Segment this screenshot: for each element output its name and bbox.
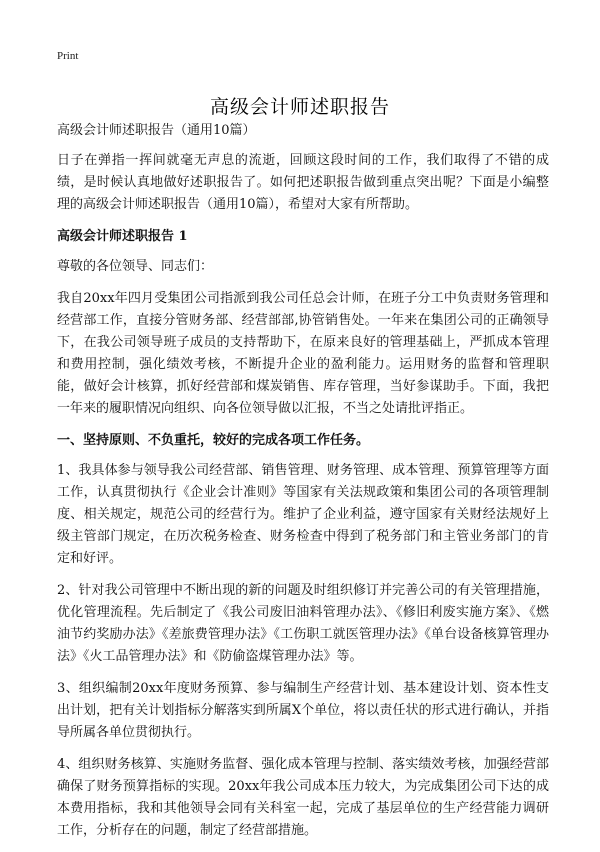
- print-label[interactable]: Print: [57, 50, 79, 62]
- body-paragraph-1: 我自20xx年四月受集团公司指派到我公司任总会计师，在班子分工中负责财务管理和经营部工作，直接分管财务部、经营部部,协管销售处。一年来在集团公司的正确领导下，在我公司领导班子成员的支持帮助下，在原来良好的管理基础上，严抓成本管理和费用控制，强化绩效考核，不断提升企业的盈利能力。运用财务的监督和管理职能，做好会计核算，抓好经营部和煤炭销售、库存管理，当好参谋助手。下面，我把一年来的履职情况向组织、向各位领导做以汇报，不当之处请批评指正。: [57, 291, 549, 416]
- list-item-1: 1、我具体参与领导我公司经营部、销售管理、财务管理、成本管理、预算管理等方面工作，认真贯彻执行《企业会计准则》等国家有关法规政策和集团公司的各项管理制度、相关规定，规范公司的经营行为。维护了企业利益，遵守国家有关财经法规好上级主管部门规定，在历次税务检查、财务检查中得到了税务部门和主管业务部门的肯定和好评。: [57, 463, 549, 566]
- intro-paragraph: 日子在弹指一挥间就毫无声息的流逝，回顾这段时间的工作，我们取得了不错的成绩，是时候认真地做好述职报告了。如何把述职报告做到重点突出呢？下面是小编整理的高级会计师述职报告（通用10篇），希望对大家有所帮助。: [57, 153, 549, 212]
- subheading-1: 一、坚持原则、不负重托，较好的完成各项工作任务。: [57, 433, 370, 448]
- document-body: [57, 120, 549, 852]
- list-item-4: 4、组织财务核算、实施财务监督、强化成本管理与控制、落实绩效考核，加强经营部确保了财务预算指标的实现。20xx年我公司成本压力较大，为完成集团公司下达的成本费用指标，我和其他领导会同有关科室一起，完成了基层单位的生产经营能力调研工作，分析存在的问题，制定了经营部措施。: [57, 757, 549, 838]
- section-heading: 高级会计师述职报告 1: [57, 229, 188, 244]
- document-subtitle: 高级会计师述职报告（通用10篇）: [57, 123, 256, 138]
- page-title: 高级会计师述职报告: [209, 95, 390, 118]
- list-item-2: 2、针对我公司管理中不断出现的新的问题及时组织修订并完善公司的有关管理措施，优化管理流程。先后制定了《我公司废旧油料管理办法》、《修旧利废实施方案》、《燃油节约奖励办法》《差旅费管理办法》《工伤职工就医管理办法》《单台设备核算管理办法》《火工品管理办法》和《防偷盗煤管理办法》等。: [57, 583, 549, 664]
- greeting: 尊敬的各位领导、同志们：: [57, 259, 214, 274]
- list-item-3: 3、组织编制20xx年度财务预算、参与编制生产经营计划、基本建设计划、资本性支出计划，把有关计划指标分解落实到所属X个单位，将以责任状的形式进行确认，并指导所属各单位贯彻执行。: [57, 681, 549, 740]
